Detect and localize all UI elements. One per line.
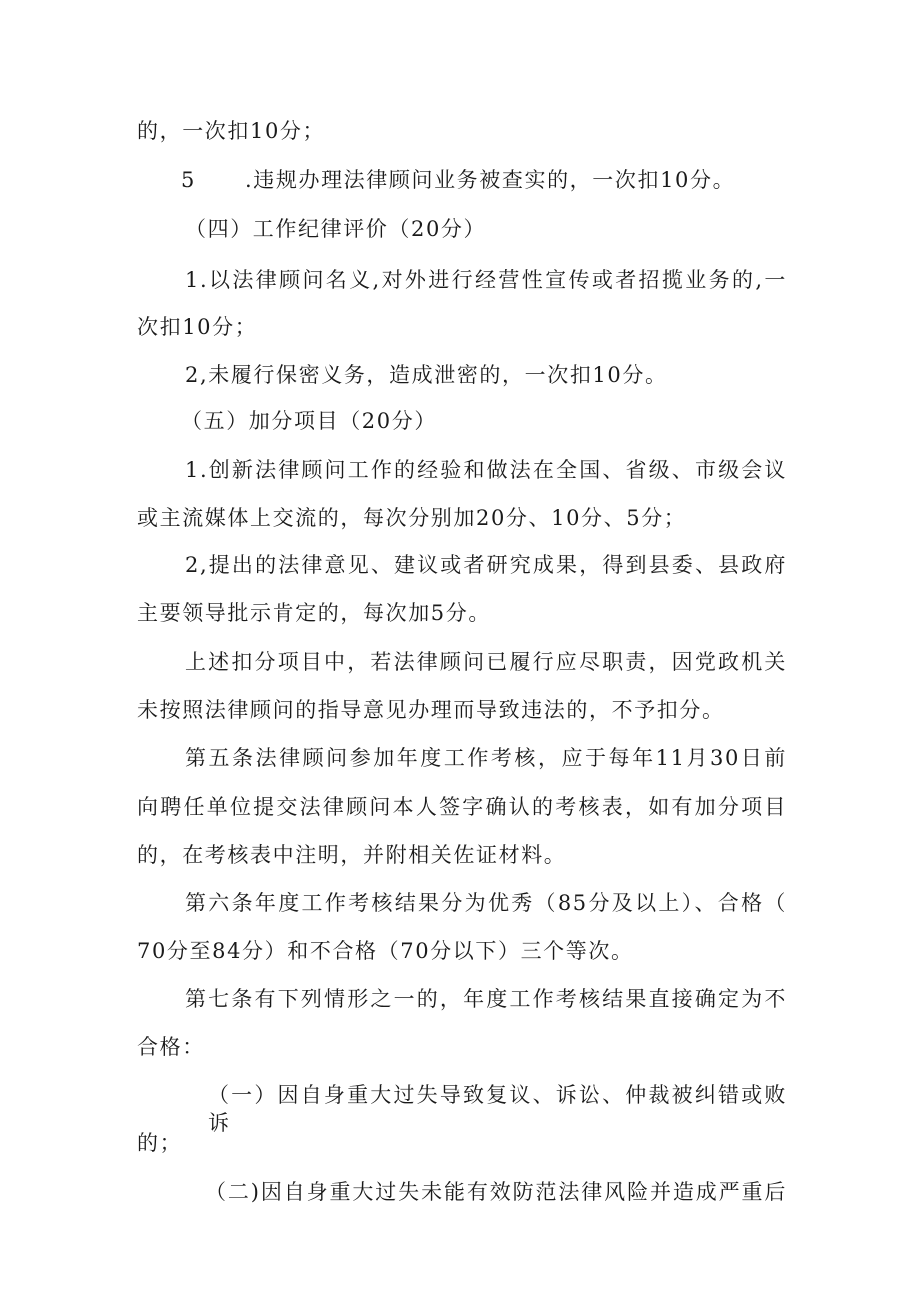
text-line: 的，在考核表中注明，并附相关佐证材料。 xyxy=(137,843,567,867)
text-line: 1.以法律顾问名义,对外进行经营性宣传或者招揽业务的,一 xyxy=(185,268,787,292)
text-line: 未按照法律顾问的指导意见办理而导致违法的，不予扣分。 xyxy=(137,698,725,722)
text-line: 1.创新法律顾问工作的经验和做法在全国、省级、市级会议 xyxy=(185,458,787,482)
text-line: （一）因自身重大过失导致复议、诉讼、仲裁被纠错或败诉 xyxy=(208,1083,787,1135)
text-line: 次扣10分； xyxy=(137,315,258,339)
text-line: 上述扣分项目中，若法律顾问已履行应尽职责，因党政机关 xyxy=(185,650,787,674)
text-line: 主要领导批示肯定的，每次加5分。 xyxy=(137,601,491,625)
text-line: .违规办理法律顾问业务被查实的，一次扣10分。 xyxy=(245,168,736,192)
text-line: 70分至84分）和不合格（70分以下）三个等次。 xyxy=(137,939,634,963)
text-line: 的； xyxy=(137,1131,183,1155)
section-heading: （五）加分项目（20分） xyxy=(181,409,437,433)
text-line: （二)因自身重大过失未能有效防范法律风险并造成严重后 xyxy=(205,1180,787,1204)
text-line: 的，一次扣10分； xyxy=(137,119,326,143)
text-line: 合格： xyxy=(137,1035,205,1059)
text-line: 2,提出的法律意见、建议或者研究成果，得到县委、县政府 xyxy=(185,553,787,577)
text-line: 或主流媒体上交流的，每次分别加20分、10分、5分； xyxy=(137,506,687,530)
text-line: 2,未履行保密义务，造成泄密的，一次扣10分。 xyxy=(185,363,668,387)
item-number: 5 xyxy=(181,168,195,192)
text-line: 第六条年度工作考核结果分为优秀（85分及以上）、合格（ xyxy=(185,891,787,915)
section-heading: （四）工作纪律评价（20分） xyxy=(185,217,487,241)
text-line: 第七条有下列情形之一的，年度工作考核结果直接确定为不 xyxy=(185,987,787,1011)
text-line: 第五条法律顾问参加年度工作考核，应于每年11月30日前 xyxy=(185,746,787,770)
text-line: 向聘任单位提交法律顾问本人签字确认的考核表，如有加分项目 xyxy=(137,795,787,819)
